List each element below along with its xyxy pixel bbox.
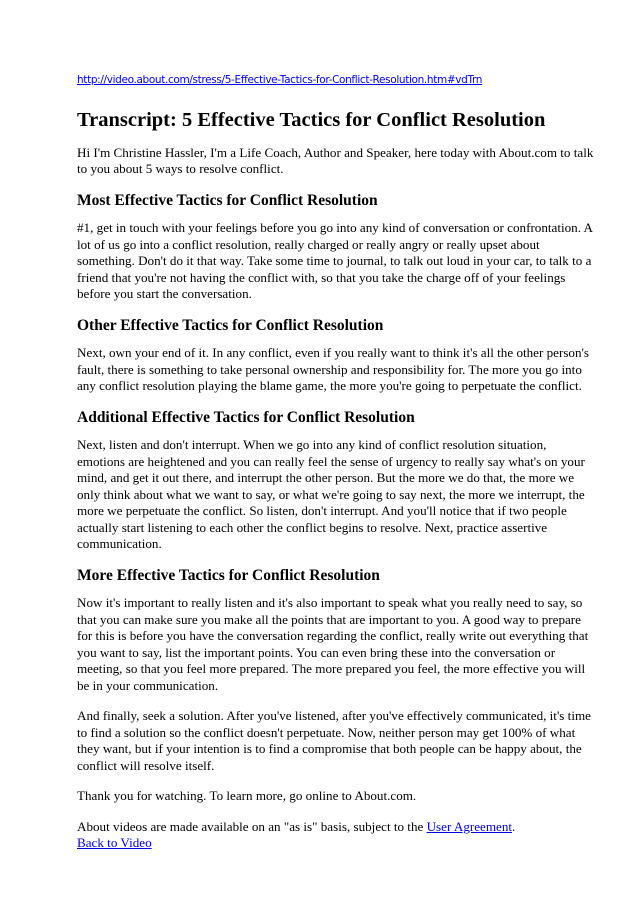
section-heading-additional-effective: Additional Effective Tactics for Conflict Resolution [77,408,415,426]
section-paragraph: Next, own your end of it. In any conflict, even if you really want to think it's all the other person's fault, there is something to take personal ownership and responsibility for. The more you go into any conflict resolution playing the blame game, the more you're going to perpetuate the conflict. [77,345,589,394]
section-paragraph: And finally, seek a solution. After you've listened, after you've effectively communicated, it's time to find a solution so the conflict doesn't perpetuate. Now, neither person may get 100% of what they want, but if your intention is to find a compromise that both people can be happy about, the conflict will resolve itself. [77,708,591,773]
document-page [77,74,597,852]
page-title: Transcript: 5 Effective Tactics for Conflict Resolution [77,109,546,131]
section-paragraph: Next, listen and don't interrupt. When we go into any kind of conflict resolution situation, emotions are heightened and you can really feel the sense of urgency to really say what's on your mind, and get it out there, and interrupt the other person. But the more we do that, the more we only think about what we want to say, or what we're going to say next, the more we interrupt, the more we perpetuate the conflict. So listen, don't interrupt. And you'll notice that if two people actually start listening to each other the conflict begins to resolve. Next, practice assertive communication. [77,437,585,552]
section-heading-more-effective: More Effective Tactics for Conflict Resolution [77,566,380,584]
user-agreement-link[interactable]: User Agreement [426,818,513,834]
section-heading-other-effective: Other Effective Tactics for Conflict Resolution [77,316,384,334]
section-paragraph: #1, get in touch with your feelings before you go into any kind of conversation or confrontation. A lot of us go into a conflict resolution, really charged or really angry or really upset about something. Don't do it that way. Take some time to journal, to talk out loud in your car, to talk to a friend that you're not having the conflict with, so that you take the charge off of your feelings before you start the conversation. [77,220,593,302]
intro-paragraph: Hi I'm Christine Hassler, I'm a Life Coach, Author and Speaker, here today with About.com to talk to you about 5 ways to resolve conflict. [77,144,594,177]
section-heading-most-effective: Most Effective Tactics for Conflict Resolution [77,191,378,209]
back-to-video-link[interactable]: Back to Video [77,835,152,851]
closing-paragraph: Thank you for watching. To learn more, go online to About.com. [77,788,417,804]
source-url-link[interactable]: http://video.about.com/stress/5-Effective-Tactics-for-Conflict-Resolution.htm#vdTrn [77,74,483,86]
disclaimer-paragraph [77,819,597,852]
disclaimer-suffix: . [512,818,516,834]
section-paragraph: Now it's important to really listen and it's also important to speak what you really need to say, so that you can make sure you make all the points that are important to you. A good way to prepare for this is before you have the conversation regarding the conflict, really write out everything that you want to say, list the important points. You can even bring these into the conversation or meeting, so that you feel more prepared. The more prepared you feel, the more effective you will be in your communication. [77,595,589,693]
disclaimer-prefix: About videos are made available on an "as is" basis, subject to the [77,818,427,834]
